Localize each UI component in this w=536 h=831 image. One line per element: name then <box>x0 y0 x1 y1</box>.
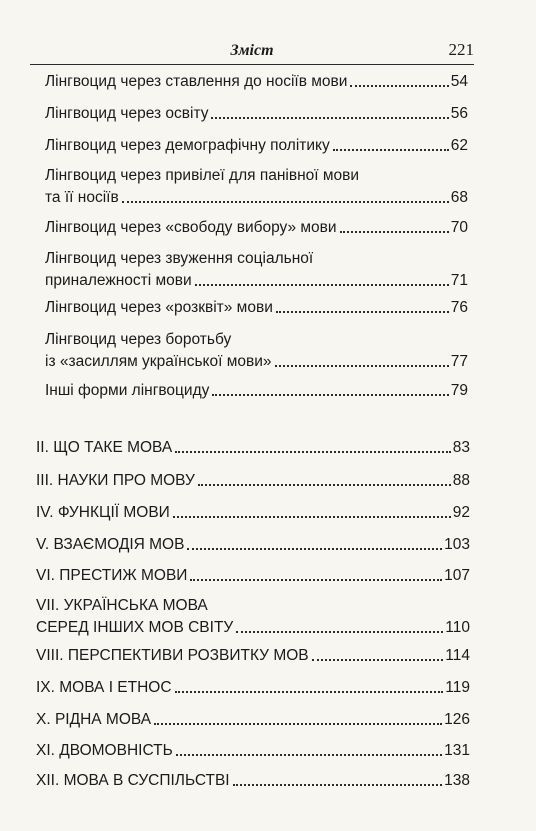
toc-entry <box>45 381 468 401</box>
toc-chapter-page: 92 <box>452 504 470 521</box>
toc-chapter <box>36 438 470 458</box>
toc-entry-label: Інші форми лінгвоциду <box>45 382 210 399</box>
dot-leader <box>340 231 449 233</box>
toc-chapter-label: V. ВЗАЄМОДІЯ МОВ <box>36 536 185 553</box>
dot-leader <box>175 691 444 693</box>
toc-chapter-first-line: VII. УКРАЇНСЬКА МОВА <box>36 597 208 614</box>
toc-entry-first-line: Лінгвоцид через звуження соціальної <box>45 250 314 267</box>
toc-entry <box>45 298 468 318</box>
toc-chapter-page: 107 <box>444 567 470 584</box>
dot-leader <box>236 631 443 633</box>
dot-leader <box>176 754 442 756</box>
toc-chapter <box>36 771 470 791</box>
toc-entry-first-line: Лінгвоцид через привілеї для панівної мови <box>45 167 360 184</box>
toc-chapter-label: X. РІДНА МОВА <box>36 711 152 728</box>
toc-entry-page: 70 <box>450 219 468 236</box>
toc-chapter <box>36 710 470 730</box>
toc-entry-page: 71 <box>450 272 468 289</box>
toc-entry <box>45 166 468 208</box>
toc-chapter-label: IV. ФУНКЦІЇ МОВИ <box>36 504 170 521</box>
dot-leader <box>187 548 442 550</box>
dot-leader <box>333 149 449 151</box>
toc-entry-page: 62 <box>450 137 468 154</box>
toc-entry-first-line: Лінгвоцид через боротьбу <box>45 331 232 348</box>
dot-leader <box>276 311 449 313</box>
toc-entry <box>45 136 468 156</box>
toc-chapter-label: III. НАУКИ ПРО МОВУ <box>36 472 195 489</box>
page-header <box>30 40 474 65</box>
toc-entry-page: 54 <box>450 73 468 90</box>
dot-leader <box>211 117 448 119</box>
toc-chapter <box>36 678 470 698</box>
toc-entry <box>45 249 468 291</box>
dot-leader <box>312 659 444 661</box>
toc-entry-label: приналежності мови <box>45 272 192 289</box>
toc-chapter-label: VI. ПРЕСТИЖ МОВИ <box>36 567 188 584</box>
toc-chapter-page: 131 <box>444 742 470 759</box>
toc-chapter-label: XI. ДВОМОВНІСТЬ <box>36 742 173 759</box>
page-number: 221 <box>448 40 474 59</box>
toc-chapter-page: 119 <box>445 679 470 696</box>
toc-entry-page: 77 <box>450 353 468 370</box>
dot-leader <box>275 365 449 367</box>
toc-entry-label: та її носіїв <box>45 189 119 206</box>
toc-entry-label: із «засиллям української мови» <box>45 353 272 370</box>
dot-leader <box>190 579 442 581</box>
toc-entry-page: 68 <box>450 189 468 206</box>
toc-entry-label: Лінгвоцид через «розквіт» мови <box>45 299 273 316</box>
dot-leader <box>350 85 448 87</box>
dot-leader <box>154 723 442 725</box>
toc-chapter-label: XII. МОВА В СУСПІЛЬСТВІ <box>36 772 230 789</box>
toc-chapter-label: IX. МОВА І ЕТНОС <box>36 679 172 696</box>
toc-chapter <box>36 471 470 491</box>
toc-entry <box>45 218 468 238</box>
dot-leader <box>122 201 449 203</box>
toc-chapter-page: 103 <box>444 536 470 553</box>
toc-chapter-label: VIII. ПЕРСПЕКТИВИ РОЗВИТКУ МОВ <box>36 647 309 664</box>
toc-entry <box>45 330 468 372</box>
dot-leader <box>195 284 449 286</box>
dot-leader <box>198 484 451 486</box>
toc-entry-label: Лінгвоцид через освіту <box>45 105 209 122</box>
toc-chapter <box>36 503 470 523</box>
toc-chapter <box>36 596 470 638</box>
toc-entry-label: Лінгвоцид через ставлення до носіїв мови <box>45 73 348 90</box>
toc-chapter-page: 114 <box>445 647 470 664</box>
toc-chapter <box>36 566 470 586</box>
toc-chapter-label: СЕРЕД ІНШИХ МОВ СВІТУ <box>36 619 234 636</box>
toc-chapter-label: II. ЩО ТАКЕ МОВА <box>36 439 173 456</box>
toc-chapter <box>36 741 470 761</box>
toc-entry <box>45 72 468 92</box>
toc-chapter-page: 83 <box>452 439 470 456</box>
toc-entry-label: Лінгвоцид через демографічну політику <box>45 137 330 154</box>
dot-leader <box>233 784 443 786</box>
toc-entry-page: 56 <box>450 105 468 122</box>
running-title: Зміст <box>230 42 274 59</box>
toc-entry-page: 79 <box>450 382 468 399</box>
toc-chapter-page: 138 <box>444 772 470 789</box>
toc-chapter <box>36 535 470 555</box>
toc-chapter-page: 110 <box>445 619 470 636</box>
toc-chapter-page: 88 <box>452 472 470 489</box>
toc-entry-label: Лінгвоцид через «свободу вибору» мови <box>45 219 337 236</box>
dot-leader <box>175 451 451 453</box>
toc-entry-page: 76 <box>450 299 468 316</box>
dot-leader <box>173 516 451 518</box>
dot-leader <box>212 394 448 396</box>
toc-chapter <box>36 646 470 666</box>
toc-entry <box>45 104 468 124</box>
toc-chapter-page: 126 <box>444 711 470 728</box>
